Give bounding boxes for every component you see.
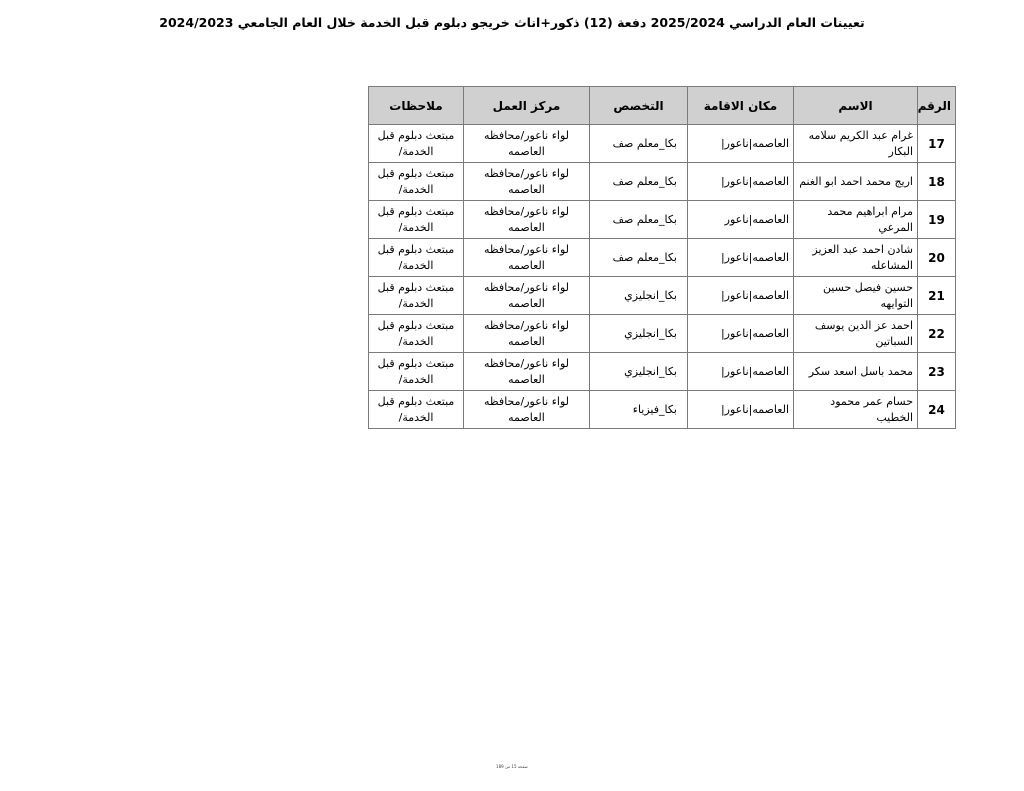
table-row — [369, 239, 956, 277]
cell-notes: مبتعث دبلوم قبل الخدمة/ — [369, 315, 464, 353]
table-row — [369, 163, 956, 201]
cell-number: 24 — [918, 391, 956, 429]
cell-name: اريج محمد احمد ابو الغنم — [794, 163, 918, 201]
cell-number: 23 — [918, 353, 956, 391]
cell-notes: مبتعث دبلوم قبل الخدمة/ — [369, 391, 464, 429]
cell-residence: العاصمه|ناعور| — [688, 315, 794, 353]
cell-notes: مبتعث دبلوم قبل الخدمة/ — [369, 125, 464, 163]
cell-number: 19 — [918, 201, 956, 239]
cell-name: غرام عبد الكريم سلامه البكار — [794, 125, 918, 163]
cell-specialty: بكا_معلم صف — [590, 239, 688, 277]
table-header-row — [369, 87, 956, 125]
table-row — [369, 125, 956, 163]
page-footer: صفحة 15 من 189 — [496, 764, 528, 769]
header-residence: مكان الاقامة — [688, 87, 794, 125]
cell-notes: مبتعث دبلوم قبل الخدمة/ — [369, 201, 464, 239]
cell-residence: العاصمه|ناعور — [688, 201, 794, 239]
cell-name: مرام ابراهيم محمد المرعي — [794, 201, 918, 239]
cell-number: 21 — [918, 277, 956, 315]
document-title: تعيينات العام الدراسي 2025/2024 دفعة (12) ذكور+اناث خريجو دبلوم قبل الخدمة خلال العام الجامعي 2024/2023 — [159, 15, 865, 30]
cell-residence: العاصمه|ناعور| — [688, 353, 794, 391]
cell-workplace: لواء ناعور/محافظه العاصمه — [464, 163, 590, 201]
cell-workplace: لواء ناعور/محافظه العاصمه — [464, 239, 590, 277]
cell-specialty: بكا_معلم صف — [590, 163, 688, 201]
cell-specialty: بكا_انجليزي — [590, 353, 688, 391]
cell-residence: العاصمه|ناعور| — [688, 239, 794, 277]
cell-workplace: لواء ناعور/محافظه العاصمه — [464, 315, 590, 353]
cell-workplace: لواء ناعور/محافظه العاصمه — [464, 277, 590, 315]
cell-name: احمد عز الدين يوسف السباتين — [794, 315, 918, 353]
table-body — [369, 125, 956, 429]
cell-number: 22 — [918, 315, 956, 353]
appointments-table — [368, 86, 956, 429]
header-name: الاسم — [794, 87, 918, 125]
cell-specialty: بكا_معلم صف — [590, 125, 688, 163]
cell-notes: مبتعث دبلوم قبل الخدمة/ — [369, 163, 464, 201]
cell-residence: العاصمه|ناعور| — [688, 125, 794, 163]
cell-number: 20 — [918, 239, 956, 277]
header-number: الرقم — [918, 87, 956, 125]
cell-name: شادن احمد عبد العزيز المشاعله — [794, 239, 918, 277]
cell-residence: العاصمه|ناعور| — [688, 391, 794, 429]
cell-name: محمد باسل اسعد سكر — [794, 353, 918, 391]
cell-specialty: بكا_فيزياء — [590, 391, 688, 429]
table-row — [369, 391, 956, 429]
cell-workplace: لواء ناعور/محافظه العاصمه — [464, 353, 590, 391]
cell-specialty: بكا_انجليزي — [590, 315, 688, 353]
cell-name: حسام عمر محمود الخطيب — [794, 391, 918, 429]
table-row — [369, 315, 956, 353]
cell-residence: العاصمه|ناعور| — [688, 163, 794, 201]
header-specialty: التخصص — [590, 87, 688, 125]
cell-notes: مبتعث دبلوم قبل الخدمة/ — [369, 239, 464, 277]
table-row — [369, 277, 956, 315]
cell-number: 17 — [918, 125, 956, 163]
cell-notes: مبتعث دبلوم قبل الخدمة/ — [369, 277, 464, 315]
table-row — [369, 201, 956, 239]
cell-specialty: بكا_انجليزي — [590, 277, 688, 315]
cell-workplace: لواء ناعور/محافظه العاصمه — [464, 125, 590, 163]
cell-name: حسين فيصل حسين التوايهه — [794, 277, 918, 315]
cell-residence: العاصمه|ناعور| — [688, 277, 794, 315]
appointments-table-container — [368, 86, 955, 429]
cell-number: 18 — [918, 163, 956, 201]
cell-workplace: لواء ناعور/محافظه العاصمه — [464, 201, 590, 239]
cell-workplace: لواء ناعور/محافظه العاصمه — [464, 391, 590, 429]
cell-notes: مبتعث دبلوم قبل الخدمة/ — [369, 353, 464, 391]
table-row — [369, 353, 956, 391]
header-workplace: مركز العمل — [464, 87, 590, 125]
header-notes: ملاحظات — [369, 87, 464, 125]
cell-specialty: بكا_معلم صف — [590, 201, 688, 239]
